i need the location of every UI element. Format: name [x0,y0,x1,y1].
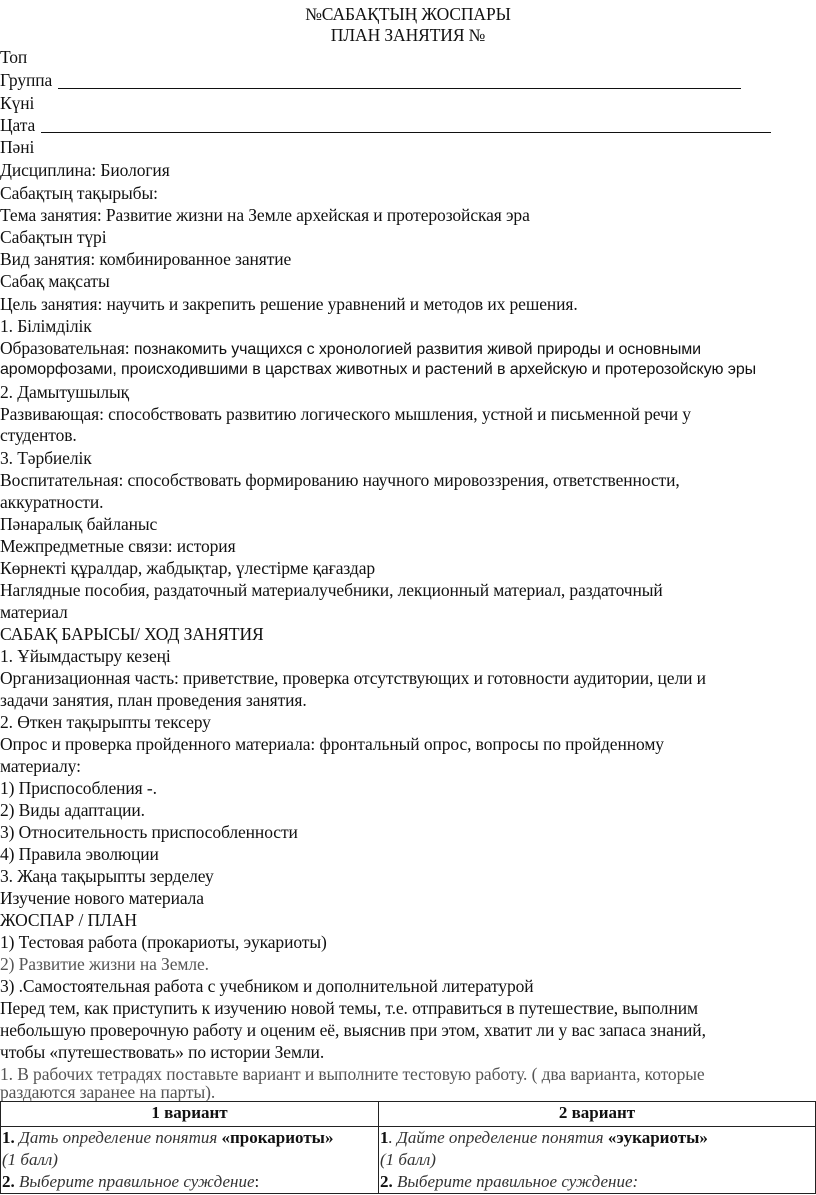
field-date-kz: Күні [0,93,35,113]
new-topic-ru: Изучение нового материала [0,888,204,908]
field-date-ru: Цата [0,115,36,135]
goal-edu-ru-line2: ароморфозами, происходившими в царствах животных и растений в архейскую и протерозойскую эры [0,361,757,378]
group-underline [58,88,741,89]
plan-item: 2) Развитие жизни на Земле. [0,954,209,974]
variant-1-header: 1 вариант [1,1102,379,1127]
v1-question-2: 2. Выберите правильное суждение: [2,1172,260,1191]
v1-points: (1 балл) [2,1150,58,1169]
goal-upb-ru-line1: Воспитательная: способствовать формированию научного мировоззрения, ответственности, [0,470,680,490]
aids-ru-line1: Наглядные пособия, раздаточный материалучебники, лекционный материал, раздаточный [0,580,663,600]
aids-ru-line2: материал [0,602,68,622]
goal-upb-kz: 3. Тәрбиелік [0,448,92,468]
field-group: Группа [0,70,53,90]
question-item: 2) Виды адаптации. [0,800,145,820]
field-type-ru: Вид занятия: комбинированное занятие [0,249,292,269]
aids-kz: Көрнекті құралдар, жабдықтар, үлестірме қағаздар [0,558,376,578]
variants-table [0,1101,816,1194]
intro-line2: небольшую проверочную работу и оценим её, выяснив при этом, хватит ли у вас запаса знаний, [0,1020,706,1040]
question-item: 3) Относительность приспособленности [0,822,298,842]
goal-upb-ru-line2: аккуратности. [0,492,104,512]
goal-dev-ru-line1: Развивающая: способствовать развитию логического мышления, устной и письменной речи у [0,404,691,424]
field-topic-ru: Тема занятия: Развитие жизни на Земле архейская и протерозойская эра [0,205,530,225]
variant-2-cell [379,1127,816,1194]
goal-edu-kz: 1. Білімділік [0,316,92,336]
course-heading: САБАҚ БАРЫСЫ/ ХОД ЗАНЯТИЯ [0,624,264,644]
goal-dev-kz: 2. Дамытушылық [0,382,130,402]
org-ru-line1: Организационная часть: приветствие, проверка отсутствующих и готовности аудитории, цели и [0,668,706,688]
field-type-kz: Сабақтын түрі [0,227,107,247]
goal-dev-ru-line2: студентов. [0,425,77,445]
org-ru-line2: задачи занятия, план проведения занятия. [0,690,307,710]
plan-item: 1) Тестовая работа (прокариоты, эукариоты) [0,932,327,952]
field-goal-ru: Цель занятия: научить и закрепить решение уравнений и методов их решения. [0,294,578,314]
variant-2-header: 2 вариант [379,1102,816,1127]
field-subject-kz: Пәні [0,137,35,157]
v2-question-2: 2. Выберите правильное суждение: [380,1172,639,1191]
v1-question-1: 1. Дать определение понятия «прокариоты» [2,1128,334,1147]
field-topic-kz: Сабақтың тақырыбы: [0,183,158,203]
new-topic-kz: 3. Жаңа тақырыпты зерделеу [0,866,214,886]
question-item: 1) Приспособления -. [0,778,157,798]
title-ru: ПЛАН ЗАНЯТИЯ № [330,25,486,45]
inter-ru: Межпредметные связи: история [0,536,236,556]
check-kz: 2. Өткен тақырыпты тексеру [0,712,211,732]
check-ru-line2: материалу: [0,756,81,776]
field-goal-kz: Сабақ мақсаты [0,271,110,291]
goal-edu-label: Образовательная: [0,338,130,358]
plan-item: 3) .Самостоятельная работа с учебником и дополнительной литературой [0,976,534,996]
title-kz: №САБАҚТЫҢ ЖОСПАРЫ [305,4,511,24]
task-line1: 1. В рабочих тетрадях поставьте вариант и выполните тестовую работу. ( два варианта, которые [0,1064,705,1084]
plan-heading: ЖОСПАР / ПЛАН [0,910,137,930]
intro-line1: Перед тем, как приступить к изучению новой темы, т.е. отправиться в путешествие, выполним [0,998,698,1018]
task-line2: раздаются заранее на парты). [0,1082,216,1102]
variants-body-row [1,1127,816,1194]
date-underline [41,132,771,133]
check-ru-line1: Опрос и проверка пройденного материала: фронтальный опрос, вопросы по пройденному [0,734,664,754]
goal-edu-ru-line1 [0,337,701,361]
inter-kz: Пәнаралық байланыс [0,514,158,534]
variant-1-cell [1,1127,379,1194]
variants-header-row [1,1102,816,1127]
v2-question-1: 1. Дайте определение понятия «эукариоты» [380,1128,708,1147]
v2-points: (1 балл) [380,1150,436,1169]
intro-line3: чтобы «путешествовать» по истории Земли. [0,1042,325,1062]
org-kz: 1. Ұйымдастыру кезеңі [0,646,171,666]
goal-edu-text: познакомить учащихся с хронологией развития живой природы и основными [129,341,701,358]
field-discipline: Дисциплина: Биология [0,160,170,180]
field-top: Топ [0,47,28,67]
question-item: 4) Правила эволюции [0,844,159,864]
